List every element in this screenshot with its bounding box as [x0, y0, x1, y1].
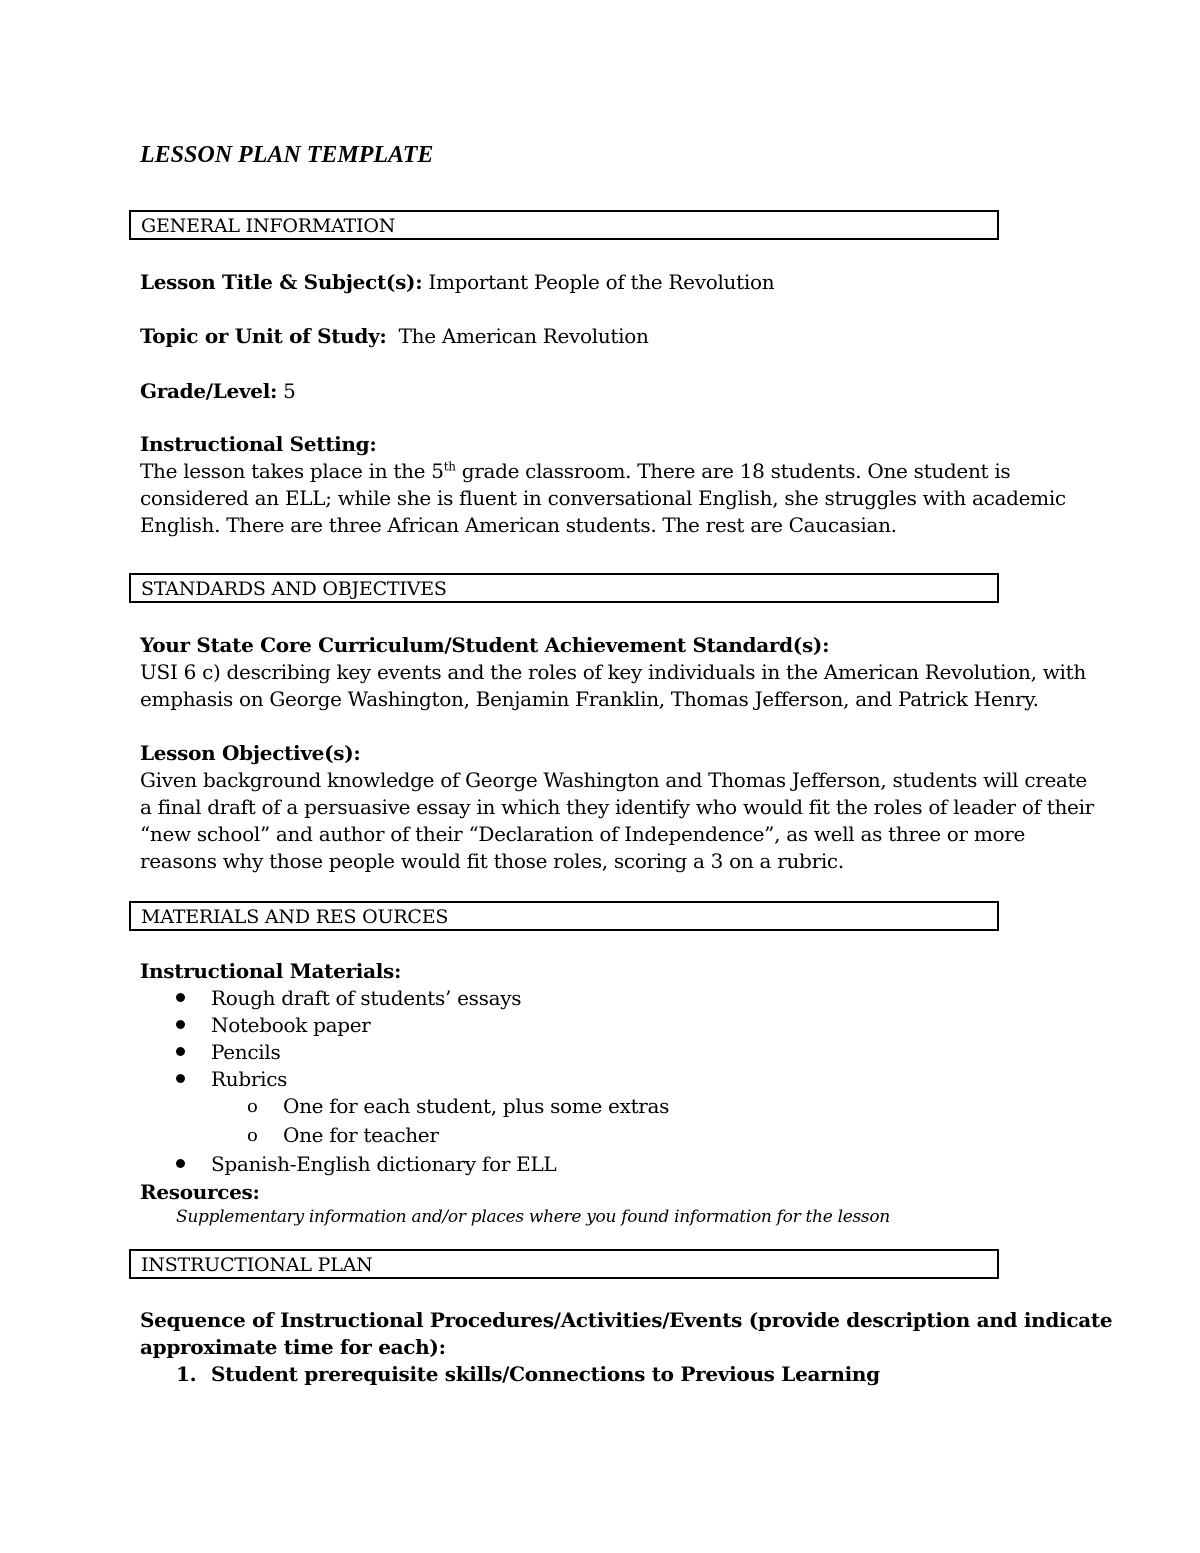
- bullet-icon: [176, 1020, 185, 1029]
- setting-line-1: [140, 458, 1010, 485]
- resources-text: Supplementary information and/or places where you found information for the lesson: [176, 1207, 890, 1227]
- setting-label: [140, 431, 376, 458]
- topic-value: The American Revolution: [398, 324, 649, 348]
- sequence-line-1: [140, 1307, 1112, 1334]
- setting-line-1-post: grade classroom. There are 18 students. One student is: [455, 459, 1011, 483]
- step-number: [176, 1361, 196, 1388]
- section-header-plan: [129, 1249, 999, 1279]
- lesson-title-label: Lesson Title & Subject(s):: [140, 270, 423, 294]
- bullet-icon: [176, 1047, 185, 1056]
- grade-value: 5: [283, 379, 296, 403]
- resources-label-text: Resources:: [140, 1180, 260, 1204]
- section-header-general: [129, 210, 999, 240]
- objective-line-1: Given background knowledge of George Washington and Thomas Jefferson, students will create: [140, 768, 1087, 792]
- material-item: Spanish-English dictionary for ELL: [211, 1152, 557, 1176]
- material-item: Pencils: [211, 1040, 281, 1064]
- lesson-title-value: Important People of the Revolution: [428, 270, 775, 294]
- bullet-icon: [176, 1159, 185, 1168]
- material-item: Rough draft of students’ essays: [211, 986, 522, 1010]
- section-header-materials: [129, 901, 999, 931]
- sequence-line-1-text: Sequence of Instructional Procedures/Activities/Events (provide description and indicate: [140, 1308, 1113, 1332]
- setting-line-2: considered an ELL; while she is fluent in conversational English, she struggles with academic: [140, 486, 1066, 510]
- objective-label: [140, 740, 360, 767]
- grade-label: Grade/Level:: [140, 379, 278, 403]
- grade-row: [140, 378, 296, 405]
- objective-line-3: “new school” and author of their “Declaration of Independence”, as well as three or more: [140, 822, 1026, 846]
- material-item: Rubrics: [211, 1067, 288, 1091]
- sequence-line-2-text: approximate time for each):: [140, 1335, 446, 1359]
- setting-label-text: Instructional Setting:: [140, 432, 377, 456]
- resources-label: [140, 1179, 260, 1206]
- sub-bullet-icon: o: [247, 1125, 258, 1146]
- sub-bullet-icon: o: [247, 1096, 258, 1117]
- lesson-title-row: [140, 269, 774, 296]
- step-number-text: 1.: [176, 1362, 197, 1386]
- bullet-icon: [176, 993, 185, 1002]
- objective-label-text: Lesson Objective(s):: [140, 741, 361, 765]
- materials-label: [140, 958, 401, 985]
- section-header-materials-label: MATERIALS AND RES OURCES: [141, 906, 449, 928]
- section-header-standards: [129, 573, 999, 603]
- standard-label: [140, 632, 829, 659]
- topic-row: [140, 323, 649, 350]
- standard-line-2: emphasis on George Washington, Benjamin Franklin, Thomas Jefferson, and Patrick Henry.: [140, 687, 1039, 711]
- section-header-plan-label: INSTRUCTIONAL PLAN: [141, 1254, 373, 1276]
- material-item: Notebook paper: [211, 1013, 371, 1037]
- section-header-general-label: GENERAL INFORMATION: [141, 215, 396, 237]
- bullet-icon: [176, 1074, 185, 1083]
- standard-line-1: USI 6 c) describing key events and the roles of key individuals in the American Revolution, with: [140, 660, 1086, 684]
- material-sub-item: One for each student, plus some extras: [283, 1094, 670, 1118]
- setting-line-3: English. There are three African American students. The rest are Caucasian.: [140, 513, 897, 537]
- step-title: [211, 1361, 880, 1388]
- document-title: LESSON PLAN TEMPLATE: [140, 142, 434, 168]
- sequence-line-2: [140, 1334, 446, 1361]
- objective-line-4: reasons why those people would fit those roles, scoring a 3 on a rubric.: [140, 849, 844, 873]
- objective-line-2: a final draft of a persuasive essay in which they identify who would fit the roles of leader of their: [140, 795, 1094, 819]
- material-sub-item: One for teacher: [283, 1123, 439, 1147]
- topic-label: Topic or Unit of Study:: [140, 324, 387, 348]
- setting-line-1-pre: The lesson takes place in the 5: [140, 459, 444, 483]
- section-header-standards-label: STANDARDS AND OBJECTIVES: [141, 578, 447, 600]
- setting-superscript: th: [443, 459, 456, 474]
- standard-label-text: Your State Core Curriculum/Student Achievement Standard(s):: [140, 633, 830, 657]
- step-title-text: Student prerequisite skills/Connections to Previous Learning: [211, 1362, 880, 1386]
- materials-label-text: Instructional Materials:: [140, 959, 402, 983]
